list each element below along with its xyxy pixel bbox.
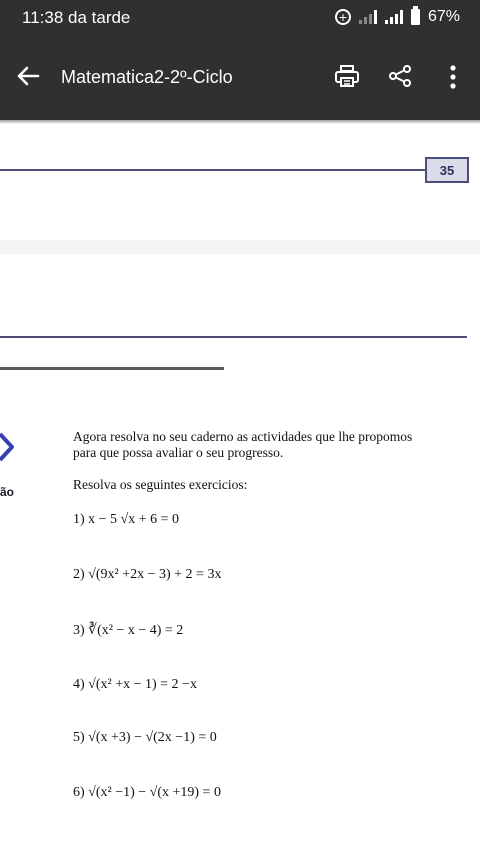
status-bar	[0, 0, 480, 38]
battery-icon	[411, 9, 420, 25]
status-time: 11:38 da tarde	[22, 8, 131, 27]
page-separator	[0, 240, 480, 254]
data-saver-icon: +	[335, 9, 351, 25]
exercise-item: 6) √(x² −1) − √(x +19) = 0	[73, 785, 221, 800]
exercise-item: 2) √(9x² +2x − 3) + 2 = 3x	[73, 567, 222, 582]
chevron-right-icon	[0, 430, 16, 464]
signal-sim2-icon	[385, 10, 403, 24]
share-icon[interactable]	[388, 64, 412, 88]
page-number: 35	[439, 162, 455, 178]
section-rule-short	[0, 367, 224, 370]
page-number-box	[425, 157, 469, 183]
side-label: ão	[0, 485, 15, 499]
print-icon[interactable]	[334, 63, 360, 89]
more-options-icon[interactable]	[446, 64, 460, 90]
exercise-item: 3) ∛(x² − x − 4) = 2	[73, 623, 184, 638]
battery-percent: 67%	[427, 8, 460, 25]
instruction-text: Resolva os seguintes exercicios:	[73, 477, 248, 492]
app-bar	[0, 38, 480, 120]
status-icons	[335, 8, 460, 26]
intro-line-2: para que possa avaliar o seu progresso.	[73, 445, 284, 460]
document-title: Matematica2-2º-Ciclo	[61, 67, 233, 87]
exercise-item: 5) √(x +3) − √(2x −1) = 0	[73, 730, 217, 745]
exercise-item: 1) x − 5 √x + 6 = 0	[73, 512, 180, 527]
intro-line-1: Agora resolva no seu caderno as actividades que lhe propomos	[73, 429, 413, 444]
signal-sim1-icon	[359, 10, 377, 24]
app-bar-shadow	[0, 120, 480, 124]
back-arrow-icon[interactable]	[12, 60, 44, 92]
section-rule	[0, 336, 467, 338]
exercise-item: 4) √(x² +x − 1) = 2 −x	[73, 677, 197, 692]
header-rule	[0, 169, 426, 171]
